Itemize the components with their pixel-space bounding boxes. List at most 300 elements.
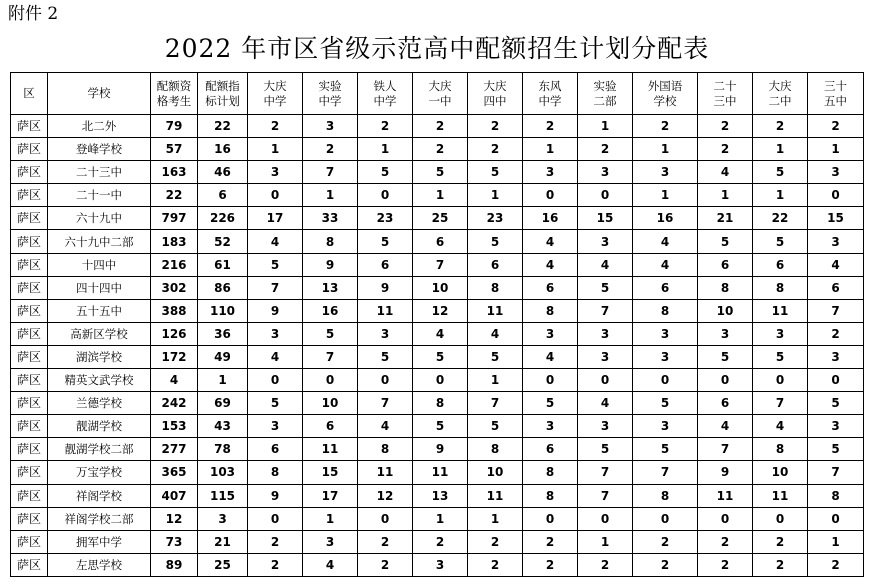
district-cell: 萨区 [11, 392, 48, 415]
value-cell: 11 [468, 299, 523, 322]
table-row [11, 253, 864, 276]
school-name-cell: 二十三中 [48, 161, 151, 184]
district-cell: 萨区 [11, 553, 48, 576]
value-cell: 4 [523, 230, 578, 253]
table-row [11, 461, 864, 484]
value-cell: 0 [698, 507, 753, 530]
value-cell: 8 [523, 299, 578, 322]
value-cell: 8 [468, 276, 523, 299]
school-name-cell: 精英文武学校 [48, 369, 151, 392]
value-cell: 25 [413, 207, 468, 230]
table-body [11, 115, 864, 577]
value-cell: 797 [151, 207, 198, 230]
value-cell: 8 [633, 484, 698, 507]
table-row [11, 553, 864, 576]
value-cell: 10 [413, 276, 468, 299]
value-cell: 5 [753, 345, 808, 368]
value-cell: 110 [198, 299, 248, 322]
value-cell: 183 [151, 230, 198, 253]
value-cell: 3 [808, 415, 864, 438]
value-cell: 277 [151, 438, 198, 461]
value-cell: 2 [808, 115, 864, 138]
value-cell: 22 [151, 184, 198, 207]
attachment-label: 附件 2 [8, 4, 59, 24]
district-cell: 萨区 [11, 461, 48, 484]
column-header-line: 五中 [824, 93, 847, 108]
column-header [698, 73, 753, 115]
value-cell: 3 [633, 161, 698, 184]
value-cell: 4 [468, 322, 523, 345]
value-cell: 6 [633, 276, 698, 299]
value-cell: 0 [358, 369, 413, 392]
value-cell: 3 [303, 115, 358, 138]
value-cell: 0 [248, 507, 303, 530]
value-cell: 9 [698, 461, 753, 484]
value-cell: 5 [468, 161, 523, 184]
value-cell: 43 [198, 415, 248, 438]
column-header-line: 一中 [428, 93, 452, 108]
column-header [198, 73, 248, 115]
value-cell: 242 [151, 392, 198, 415]
value-cell: 4 [248, 230, 303, 253]
column-header-line: 格考生 [156, 93, 192, 108]
table-row [11, 484, 864, 507]
value-cell: 9 [413, 438, 468, 461]
value-cell: 13 [413, 484, 468, 507]
value-cell: 0 [578, 369, 633, 392]
value-cell: 6 [698, 253, 753, 276]
value-cell: 73 [151, 530, 198, 553]
district-cell: 萨区 [11, 345, 48, 368]
value-cell: 33 [303, 207, 358, 230]
value-cell: 89 [151, 553, 198, 576]
value-cell: 17 [248, 207, 303, 230]
value-cell: 3 [753, 322, 808, 345]
school-name-cell: 靓湖学校 [48, 415, 151, 438]
value-cell: 216 [151, 253, 198, 276]
school-name-cell: 拥军中学 [48, 530, 151, 553]
column-header-line: 三十 [824, 78, 847, 93]
value-cell: 126 [151, 322, 198, 345]
value-cell: 6 [198, 184, 248, 207]
column-header-line: 大庆 [428, 78, 452, 93]
value-cell: 3 [248, 322, 303, 345]
value-cell: 2 [753, 115, 808, 138]
column-header-line: 外国语 [647, 78, 683, 93]
district-cell: 萨区 [11, 415, 48, 438]
value-cell: 9 [248, 484, 303, 507]
value-cell: 5 [808, 392, 864, 415]
column-header [358, 73, 413, 115]
value-cell: 3 [578, 415, 633, 438]
value-cell: 11 [698, 484, 753, 507]
value-cell: 1 [413, 507, 468, 530]
value-cell: 4 [578, 392, 633, 415]
table-row [11, 299, 864, 322]
value-cell: 1 [753, 184, 808, 207]
value-cell: 6 [413, 230, 468, 253]
value-cell: 226 [198, 207, 248, 230]
value-cell: 5 [358, 345, 413, 368]
value-cell: 3 [808, 161, 864, 184]
value-cell: 21 [198, 530, 248, 553]
value-cell: 11 [468, 484, 523, 507]
value-cell: 103 [198, 461, 248, 484]
value-cell: 4 [578, 253, 633, 276]
table-row [11, 507, 864, 530]
value-cell: 5 [578, 276, 633, 299]
table-row [11, 438, 864, 461]
value-cell: 2 [303, 138, 358, 161]
value-cell: 0 [578, 184, 633, 207]
table-row [11, 161, 864, 184]
value-cell: 0 [523, 184, 578, 207]
value-cell: 2 [413, 115, 468, 138]
value-cell: 16 [633, 207, 698, 230]
table-row [11, 207, 864, 230]
district-cell: 萨区 [11, 253, 48, 276]
value-cell: 2 [468, 138, 523, 161]
value-cell: 1 [198, 369, 248, 392]
column-header-line: 标计划 [205, 93, 240, 108]
value-cell: 3 [578, 230, 633, 253]
value-cell: 7 [578, 299, 633, 322]
value-cell: 9 [248, 299, 303, 322]
value-cell: 2 [468, 530, 523, 553]
value-cell: 302 [151, 276, 198, 299]
school-name-cell: 兰德学校 [48, 392, 151, 415]
value-cell: 0 [523, 369, 578, 392]
value-cell: 1 [753, 138, 808, 161]
value-cell: 25 [198, 553, 248, 576]
value-cell: 13 [303, 276, 358, 299]
value-cell: 36 [198, 322, 248, 345]
value-cell: 1 [303, 507, 358, 530]
value-cell: 8 [808, 484, 864, 507]
value-cell: 8 [413, 392, 468, 415]
quota-allocation-table [10, 72, 864, 577]
table-row [11, 138, 864, 161]
value-cell: 2 [633, 115, 698, 138]
column-header [11, 73, 48, 115]
value-cell: 2 [523, 553, 578, 576]
value-cell: 15 [808, 207, 864, 230]
value-cell: 2 [248, 115, 303, 138]
school-name-cell: 登峰学校 [48, 138, 151, 161]
value-cell: 2 [468, 115, 523, 138]
value-cell: 4 [698, 415, 753, 438]
column-header-line: 配额指 [205, 78, 240, 93]
value-cell: 4 [753, 415, 808, 438]
column-header-line: 学校 [653, 93, 677, 108]
value-cell: 3 [698, 322, 753, 345]
value-cell: 5 [248, 392, 303, 415]
value-cell: 388 [151, 299, 198, 322]
district-cell: 萨区 [11, 369, 48, 392]
value-cell: 153 [151, 415, 198, 438]
school-name-cell: 高新区学校 [48, 322, 151, 345]
value-cell: 16 [303, 299, 358, 322]
column-header [413, 73, 468, 115]
value-cell: 2 [698, 530, 753, 553]
column-header [303, 73, 358, 115]
value-cell: 2 [468, 553, 523, 576]
value-cell: 365 [151, 461, 198, 484]
value-cell: 1 [303, 184, 358, 207]
value-cell: 7 [358, 392, 413, 415]
value-cell: 2 [523, 530, 578, 553]
value-cell: 1 [578, 115, 633, 138]
value-cell: 0 [808, 507, 864, 530]
value-cell: 7 [808, 461, 864, 484]
value-cell: 5 [633, 392, 698, 415]
value-cell: 5 [698, 230, 753, 253]
value-cell: 2 [578, 553, 633, 576]
value-cell: 10 [468, 461, 523, 484]
value-cell: 0 [633, 369, 698, 392]
value-cell: 7 [633, 461, 698, 484]
value-cell: 3 [578, 345, 633, 368]
column-header [578, 73, 633, 115]
value-cell: 9 [303, 253, 358, 276]
value-cell: 1 [468, 369, 523, 392]
school-name-cell: 靓湖学校二部 [48, 438, 151, 461]
value-cell: 5 [808, 438, 864, 461]
value-cell: 3 [303, 530, 358, 553]
value-cell: 7 [698, 438, 753, 461]
value-cell: 2 [753, 553, 808, 576]
value-cell: 4 [413, 322, 468, 345]
value-cell: 11 [358, 299, 413, 322]
value-cell: 8 [523, 461, 578, 484]
value-cell: 2 [698, 553, 753, 576]
value-cell: 5 [468, 345, 523, 368]
value-cell: 3 [633, 415, 698, 438]
value-cell: 6 [248, 438, 303, 461]
value-cell: 5 [698, 345, 753, 368]
value-cell: 1 [808, 530, 864, 553]
value-cell: 5 [753, 230, 808, 253]
value-cell: 3 [413, 553, 468, 576]
table-row [11, 184, 864, 207]
value-cell: 4 [248, 345, 303, 368]
value-cell: 0 [303, 369, 358, 392]
value-cell: 3 [578, 161, 633, 184]
value-cell: 5 [633, 438, 698, 461]
value-cell: 8 [303, 230, 358, 253]
value-cell: 6 [523, 276, 578, 299]
column-header-line: 配额资 [156, 78, 192, 93]
value-cell: 3 [808, 230, 864, 253]
value-cell: 163 [151, 161, 198, 184]
value-cell: 2 [698, 115, 753, 138]
value-cell: 172 [151, 345, 198, 368]
value-cell: 78 [198, 438, 248, 461]
column-header-line: 大庆 [483, 78, 507, 93]
value-cell: 11 [358, 461, 413, 484]
column-header-line: 铁人 [373, 78, 397, 93]
value-cell: 0 [248, 369, 303, 392]
column-header-line: 区 [23, 86, 35, 100]
value-cell: 5 [413, 415, 468, 438]
value-cell: 0 [358, 184, 413, 207]
value-cell: 1 [413, 184, 468, 207]
value-cell: 8 [248, 461, 303, 484]
value-cell: 7 [303, 161, 358, 184]
value-cell: 4 [523, 345, 578, 368]
value-cell: 1 [358, 138, 413, 161]
value-cell: 4 [358, 415, 413, 438]
district-cell: 萨区 [11, 115, 48, 138]
value-cell: 8 [523, 484, 578, 507]
value-cell: 12 [358, 484, 413, 507]
value-cell: 46 [198, 161, 248, 184]
value-cell: 2 [248, 530, 303, 553]
column-header-line: 大庆 [768, 78, 792, 93]
district-cell: 萨区 [11, 322, 48, 345]
value-cell: 8 [633, 299, 698, 322]
value-cell: 6 [808, 276, 864, 299]
column-header-line: 东风 [538, 78, 562, 93]
value-cell: 1 [248, 138, 303, 161]
value-cell: 5 [753, 161, 808, 184]
value-cell: 12 [413, 299, 468, 322]
column-header-line: 实验 [318, 78, 342, 93]
value-cell: 3 [523, 161, 578, 184]
value-cell: 17 [303, 484, 358, 507]
value-cell: 5 [303, 322, 358, 345]
value-cell: 115 [198, 484, 248, 507]
value-cell: 3 [808, 345, 864, 368]
district-cell: 萨区 [11, 530, 48, 553]
school-name-cell: 二十一中 [48, 184, 151, 207]
value-cell: 7 [578, 484, 633, 507]
column-header-line: 中学 [263, 93, 287, 108]
value-cell: 86 [198, 276, 248, 299]
school-name-cell: 五十五中 [48, 299, 151, 322]
value-cell: 8 [468, 438, 523, 461]
value-cell: 69 [198, 392, 248, 415]
district-cell: 萨区 [11, 276, 48, 299]
value-cell: 4 [303, 553, 358, 576]
value-cell: 7 [248, 276, 303, 299]
value-cell: 0 [358, 507, 413, 530]
value-cell: 11 [753, 484, 808, 507]
table-row [11, 276, 864, 299]
table-row [11, 115, 864, 138]
column-header-line: 二十 [713, 78, 737, 93]
value-cell: 5 [468, 230, 523, 253]
column-header [523, 73, 578, 115]
district-cell: 萨区 [11, 161, 48, 184]
value-cell: 0 [753, 369, 808, 392]
value-cell: 6 [753, 253, 808, 276]
value-cell: 22 [198, 115, 248, 138]
value-cell: 6 [698, 392, 753, 415]
value-cell: 407 [151, 484, 198, 507]
value-cell: 12 [151, 507, 198, 530]
value-cell: 16 [523, 207, 578, 230]
table-header-row [11, 73, 864, 115]
value-cell: 2 [753, 530, 808, 553]
value-cell: 5 [523, 392, 578, 415]
column-header [48, 73, 151, 115]
value-cell: 6 [523, 438, 578, 461]
value-cell: 0 [413, 369, 468, 392]
value-cell: 10 [753, 461, 808, 484]
value-cell: 1 [633, 184, 698, 207]
value-cell: 2 [248, 553, 303, 576]
value-cell: 3 [248, 161, 303, 184]
column-header [753, 73, 808, 115]
value-cell: 1 [698, 184, 753, 207]
value-cell: 57 [151, 138, 198, 161]
school-name-cell: 祥阁学校二部 [48, 507, 151, 530]
district-cell: 萨区 [11, 484, 48, 507]
value-cell: 1 [578, 530, 633, 553]
value-cell: 52 [198, 230, 248, 253]
column-header-line: 二部 [593, 93, 617, 108]
value-cell: 22 [753, 207, 808, 230]
value-cell: 0 [698, 369, 753, 392]
value-cell: 1 [523, 138, 578, 161]
value-cell: 4 [633, 230, 698, 253]
value-cell: 0 [523, 507, 578, 530]
value-cell: 23 [468, 207, 523, 230]
value-cell: 4 [151, 369, 198, 392]
value-cell: 0 [578, 507, 633, 530]
district-cell: 萨区 [11, 299, 48, 322]
value-cell: 1 [808, 138, 864, 161]
column-header-line: 中学 [538, 93, 562, 108]
value-cell: 2 [698, 138, 753, 161]
column-header-line: 中学 [373, 93, 397, 108]
value-cell: 7 [413, 253, 468, 276]
value-cell: 5 [413, 345, 468, 368]
value-cell: 2 [808, 553, 864, 576]
value-cell: 15 [578, 207, 633, 230]
column-header [633, 73, 698, 115]
district-cell: 萨区 [11, 438, 48, 461]
value-cell: 2 [523, 115, 578, 138]
value-cell: 7 [753, 392, 808, 415]
school-name-cell: 湖滨学校 [48, 345, 151, 368]
value-cell: 8 [358, 438, 413, 461]
value-cell: 5 [413, 161, 468, 184]
value-cell: 6 [303, 415, 358, 438]
table-row [11, 530, 864, 553]
value-cell: 3 [198, 507, 248, 530]
value-cell: 11 [413, 461, 468, 484]
value-cell: 2 [413, 138, 468, 161]
school-name-cell: 六十九中 [48, 207, 151, 230]
value-cell: 5 [468, 415, 523, 438]
value-cell: 3 [248, 415, 303, 438]
table-row [11, 392, 864, 415]
value-cell: 5 [358, 230, 413, 253]
value-cell: 7 [468, 392, 523, 415]
value-cell: 2 [633, 553, 698, 576]
district-cell: 萨区 [11, 507, 48, 530]
value-cell: 0 [248, 184, 303, 207]
table-row [11, 322, 864, 345]
school-name-cell: 六十九中二部 [48, 230, 151, 253]
value-cell: 3 [523, 322, 578, 345]
district-cell: 萨区 [11, 138, 48, 161]
value-cell: 0 [808, 184, 864, 207]
column-header-line: 三中 [713, 93, 737, 108]
column-header-line: 实验 [593, 78, 617, 93]
